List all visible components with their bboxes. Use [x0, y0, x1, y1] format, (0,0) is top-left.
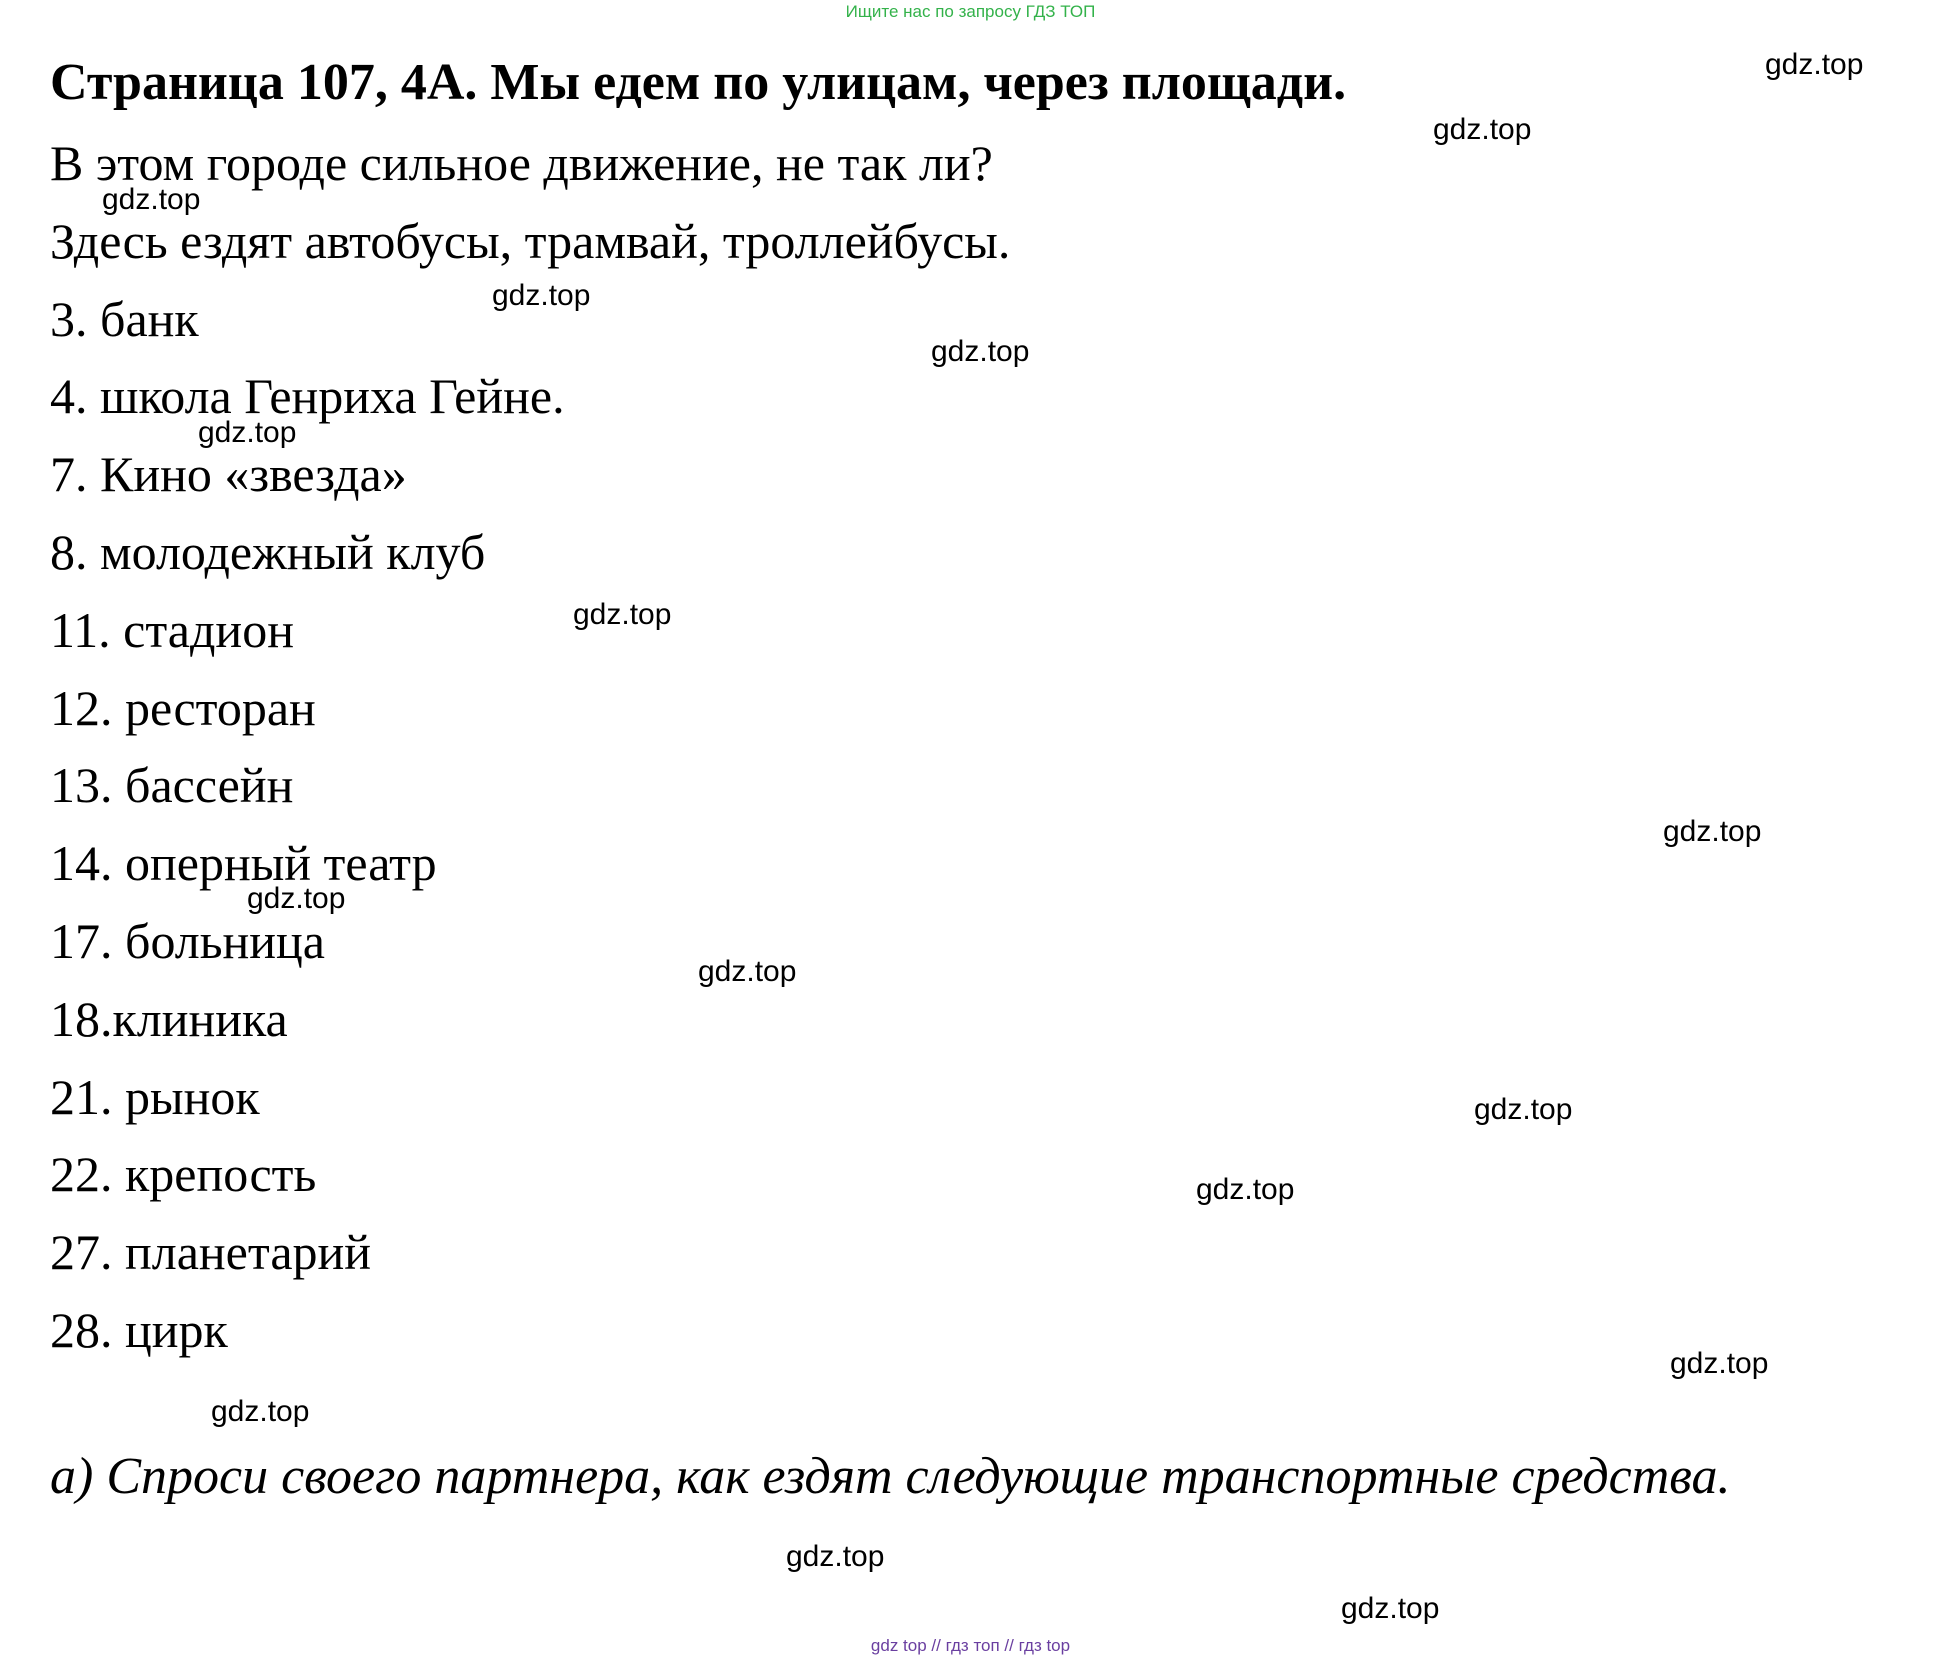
watermark: gdz.top — [1196, 1173, 1295, 1206]
watermark: gdz.top — [1433, 113, 1532, 146]
list-item: 13. бассейн — [50, 757, 294, 814]
list-item: 8. молодежный клуб — [50, 523, 486, 580]
watermark: gdz.top — [211, 1395, 310, 1428]
watermark: gdz.top — [931, 335, 1030, 368]
list-item: 7. Кино «звезда» — [50, 446, 407, 503]
list-item: 18.клиника — [50, 990, 288, 1047]
watermark: gdz.top — [786, 1540, 885, 1573]
watermark: gdz.top — [1474, 1093, 1573, 1126]
list-item: 27. планетарий — [50, 1224, 372, 1281]
list-item: 17. больница — [50, 912, 325, 969]
list-item: 14. оперный театр — [50, 835, 437, 892]
watermark: gdz.top — [1670, 1347, 1769, 1380]
list-item: 12. ресторан — [50, 679, 316, 736]
instruction-text: а) Спроси своего партнера, как ездят следующие транспортные средства. — [50, 1448, 1731, 1505]
watermark: gdz.top — [1663, 815, 1762, 848]
page-title: Страница 107, 4А. Мы едем по улицам, через площади. — [50, 54, 1347, 111]
bottom-banner[interactable]: gdz top // гдз топ // гдз top — [870, 1636, 1071, 1655]
watermark: gdz.top — [1765, 48, 1864, 81]
watermark: gdz.top — [1341, 1592, 1440, 1625]
list-item: 21. рынок — [50, 1068, 260, 1125]
list-item: В этом городе сильное движение, не так ли? — [50, 135, 993, 191]
list-item: 22. крепость — [50, 1146, 317, 1203]
list-item: 4. школа Генриха Гейне. — [50, 368, 565, 425]
list-item: 28. цирк — [50, 1301, 228, 1358]
watermark: gdz.top — [198, 416, 297, 449]
top-banner[interactable]: Ищите нас по запросу ГДЗ ТОП — [845, 2, 1096, 21]
watermark: gdz.top — [247, 882, 346, 915]
watermark: gdz.top — [492, 279, 591, 312]
list-item: 3. банк — [50, 290, 199, 347]
watermark: gdz.top — [573, 598, 672, 631]
list-item: 11. стадион — [50, 601, 294, 658]
list-item: Здесь ездят автобусы, трамвай, троллейбусы. — [50, 212, 1011, 269]
watermark: gdz.top — [102, 183, 201, 216]
watermark: gdz.top — [698, 955, 797, 988]
